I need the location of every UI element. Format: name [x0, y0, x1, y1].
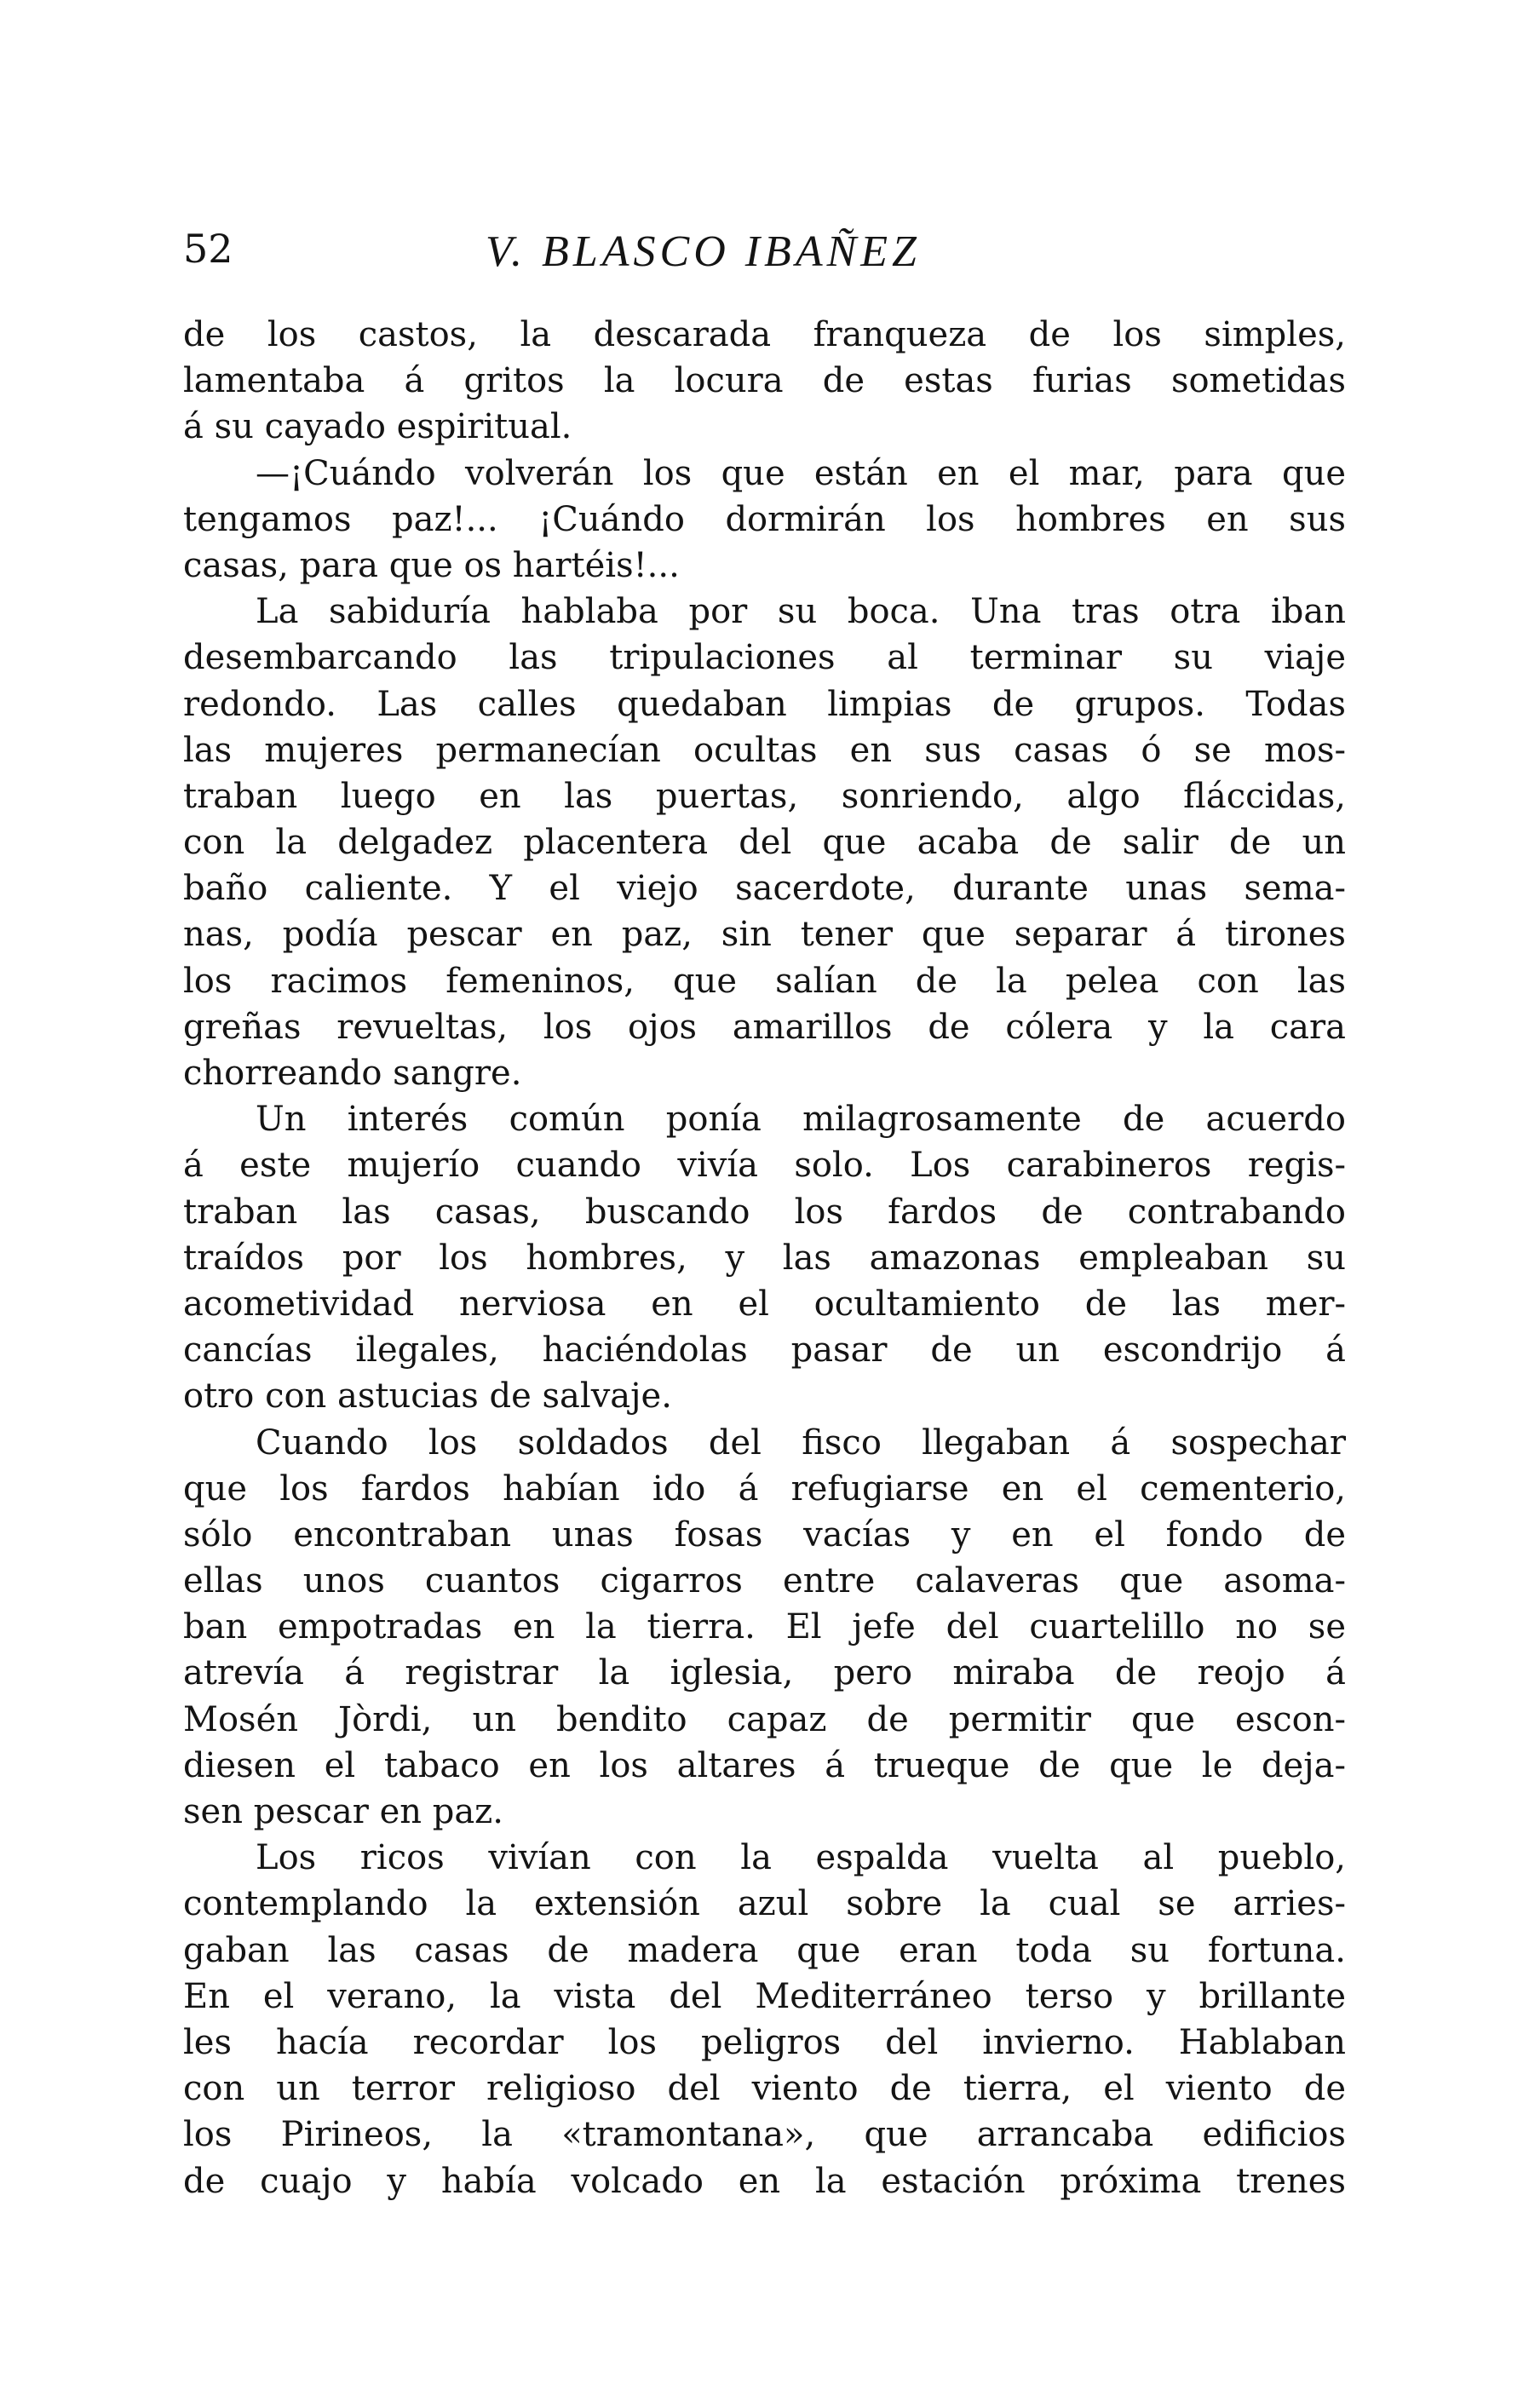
text-line: desembarcando las tripulaciones al terminar su viaje	[183, 638, 1346, 678]
text-line: á su cayado espiritual.	[183, 407, 572, 447]
page-header	[183, 223, 1342, 291]
text-line: de los castos, la descarada franqueza de los simples,	[183, 315, 1346, 354]
text-line: Cuando los soldados del fisco llegaban á sospechar	[256, 1422, 1346, 1463]
text-line: traban luego en las puertas, sonriendo, algo fláccidas,	[183, 776, 1346, 816]
text-line: —¡Cuándo volverán los que están en el mar, para que	[256, 453, 1346, 493]
text-line: nas, podía pescar en paz, sin tener que separar á tirones	[183, 915, 1346, 955]
page-number: 52	[183, 226, 233, 272]
text-line: sen pescar en paz.	[183, 1792, 503, 1831]
text-line: lamentaba á gritos la locura de estas furias sometidas	[183, 361, 1346, 401]
text-line: que los fardos habían ido á refugiarse en el cementerio,	[183, 1468, 1346, 1509]
text-line: ban empotradas en la tierra. El jefe del cuartelillo no se	[183, 1607, 1346, 1647]
text-line: En el verano, la vista del Mediterráneo terso y brillante	[183, 1976, 1346, 2016]
text-line: Mosén Jòrdi, un bendito capaz de permitir que escon-	[183, 1699, 1346, 1739]
text-line: con un terror religioso del viento de tierra, el viento de	[183, 2069, 1346, 2109]
text-line: diesen el tabaco en los altares á trueque de que le deja-	[183, 1745, 1346, 1785]
text-line: á este mujerío cuando vivía solo. Los carabineros regis-	[183, 1146, 1346, 1186]
text-line: baño caliente. Y el viejo sacerdote, durante unas sema-	[183, 869, 1346, 909]
text-line: con la delgadez placentera del que acaba de salir de un	[183, 823, 1346, 863]
body-text	[183, 312, 1346, 2204]
text-line: Los ricos vivían con la espalda vuelta al pueblo,	[256, 1838, 1346, 1878]
text-line: casas, para que os hartéis!...	[183, 545, 680, 585]
text-line: les hacía recordar los peligros del invierno. Hablaban	[183, 2022, 1346, 2062]
text-line: sólo encontraban unas fosas vacías y en el fondo de	[183, 1514, 1346, 1555]
text-line: los racimos femeninos, que salían de la pelea con las	[183, 961, 1346, 1001]
text-line: otro con astucias de salvaje.	[183, 1376, 672, 1417]
running-head: V. BLASCO IBAÑEZ	[486, 227, 921, 276]
text-line: gaban las casas de madera que eran toda su fortuna.	[183, 1930, 1346, 1970]
text-line: greñas revueltas, los ojos amarillos de cólera y la cara	[183, 1007, 1346, 1047]
text-line: acometividad nerviosa en el ocultamiento de las mer-	[183, 1284, 1346, 1324]
text-line: tengamos paz!... ¡Cuándo dormirán los hombres en sus	[183, 499, 1346, 539]
text-line: La sabiduría hablaba por su boca. Una tras otra iban	[256, 592, 1346, 632]
text-line: los Pirineos, la «tramontana», que arrancaba edificios	[183, 2115, 1346, 2155]
text-line: cancías ilegales, haciéndolas pasar de un escondrijo á	[183, 1330, 1346, 1371]
text-line: redondo. Las calles quedaban limpias de grupos. Todas	[183, 684, 1346, 724]
text-line: traídos por los hombres, y las amazonas empleaban su	[183, 1238, 1346, 1278]
text-line: de cuajo y había volcado en la estación próxima trenes	[183, 2161, 1346, 2201]
text-line: Un interés común ponía milagrosamente de acuerdo	[256, 1100, 1346, 1140]
text-line: atrevía á registrar la iglesia, pero miraba de reojo á	[183, 1653, 1346, 1693]
text-line: chorreando sangre.	[183, 1054, 522, 1093]
text-line: contemplando la extensión azul sobre la cual se arries-	[183, 1884, 1346, 1924]
text-line: ellas unos cuantos cigarros entre calaveras que asoma-	[183, 1561, 1346, 1601]
text-line: las mujeres permanecían ocultas en sus casas ó se mos-	[183, 730, 1346, 770]
text-line: traban las casas, buscando los fardos de contrabando	[183, 1192, 1346, 1232]
